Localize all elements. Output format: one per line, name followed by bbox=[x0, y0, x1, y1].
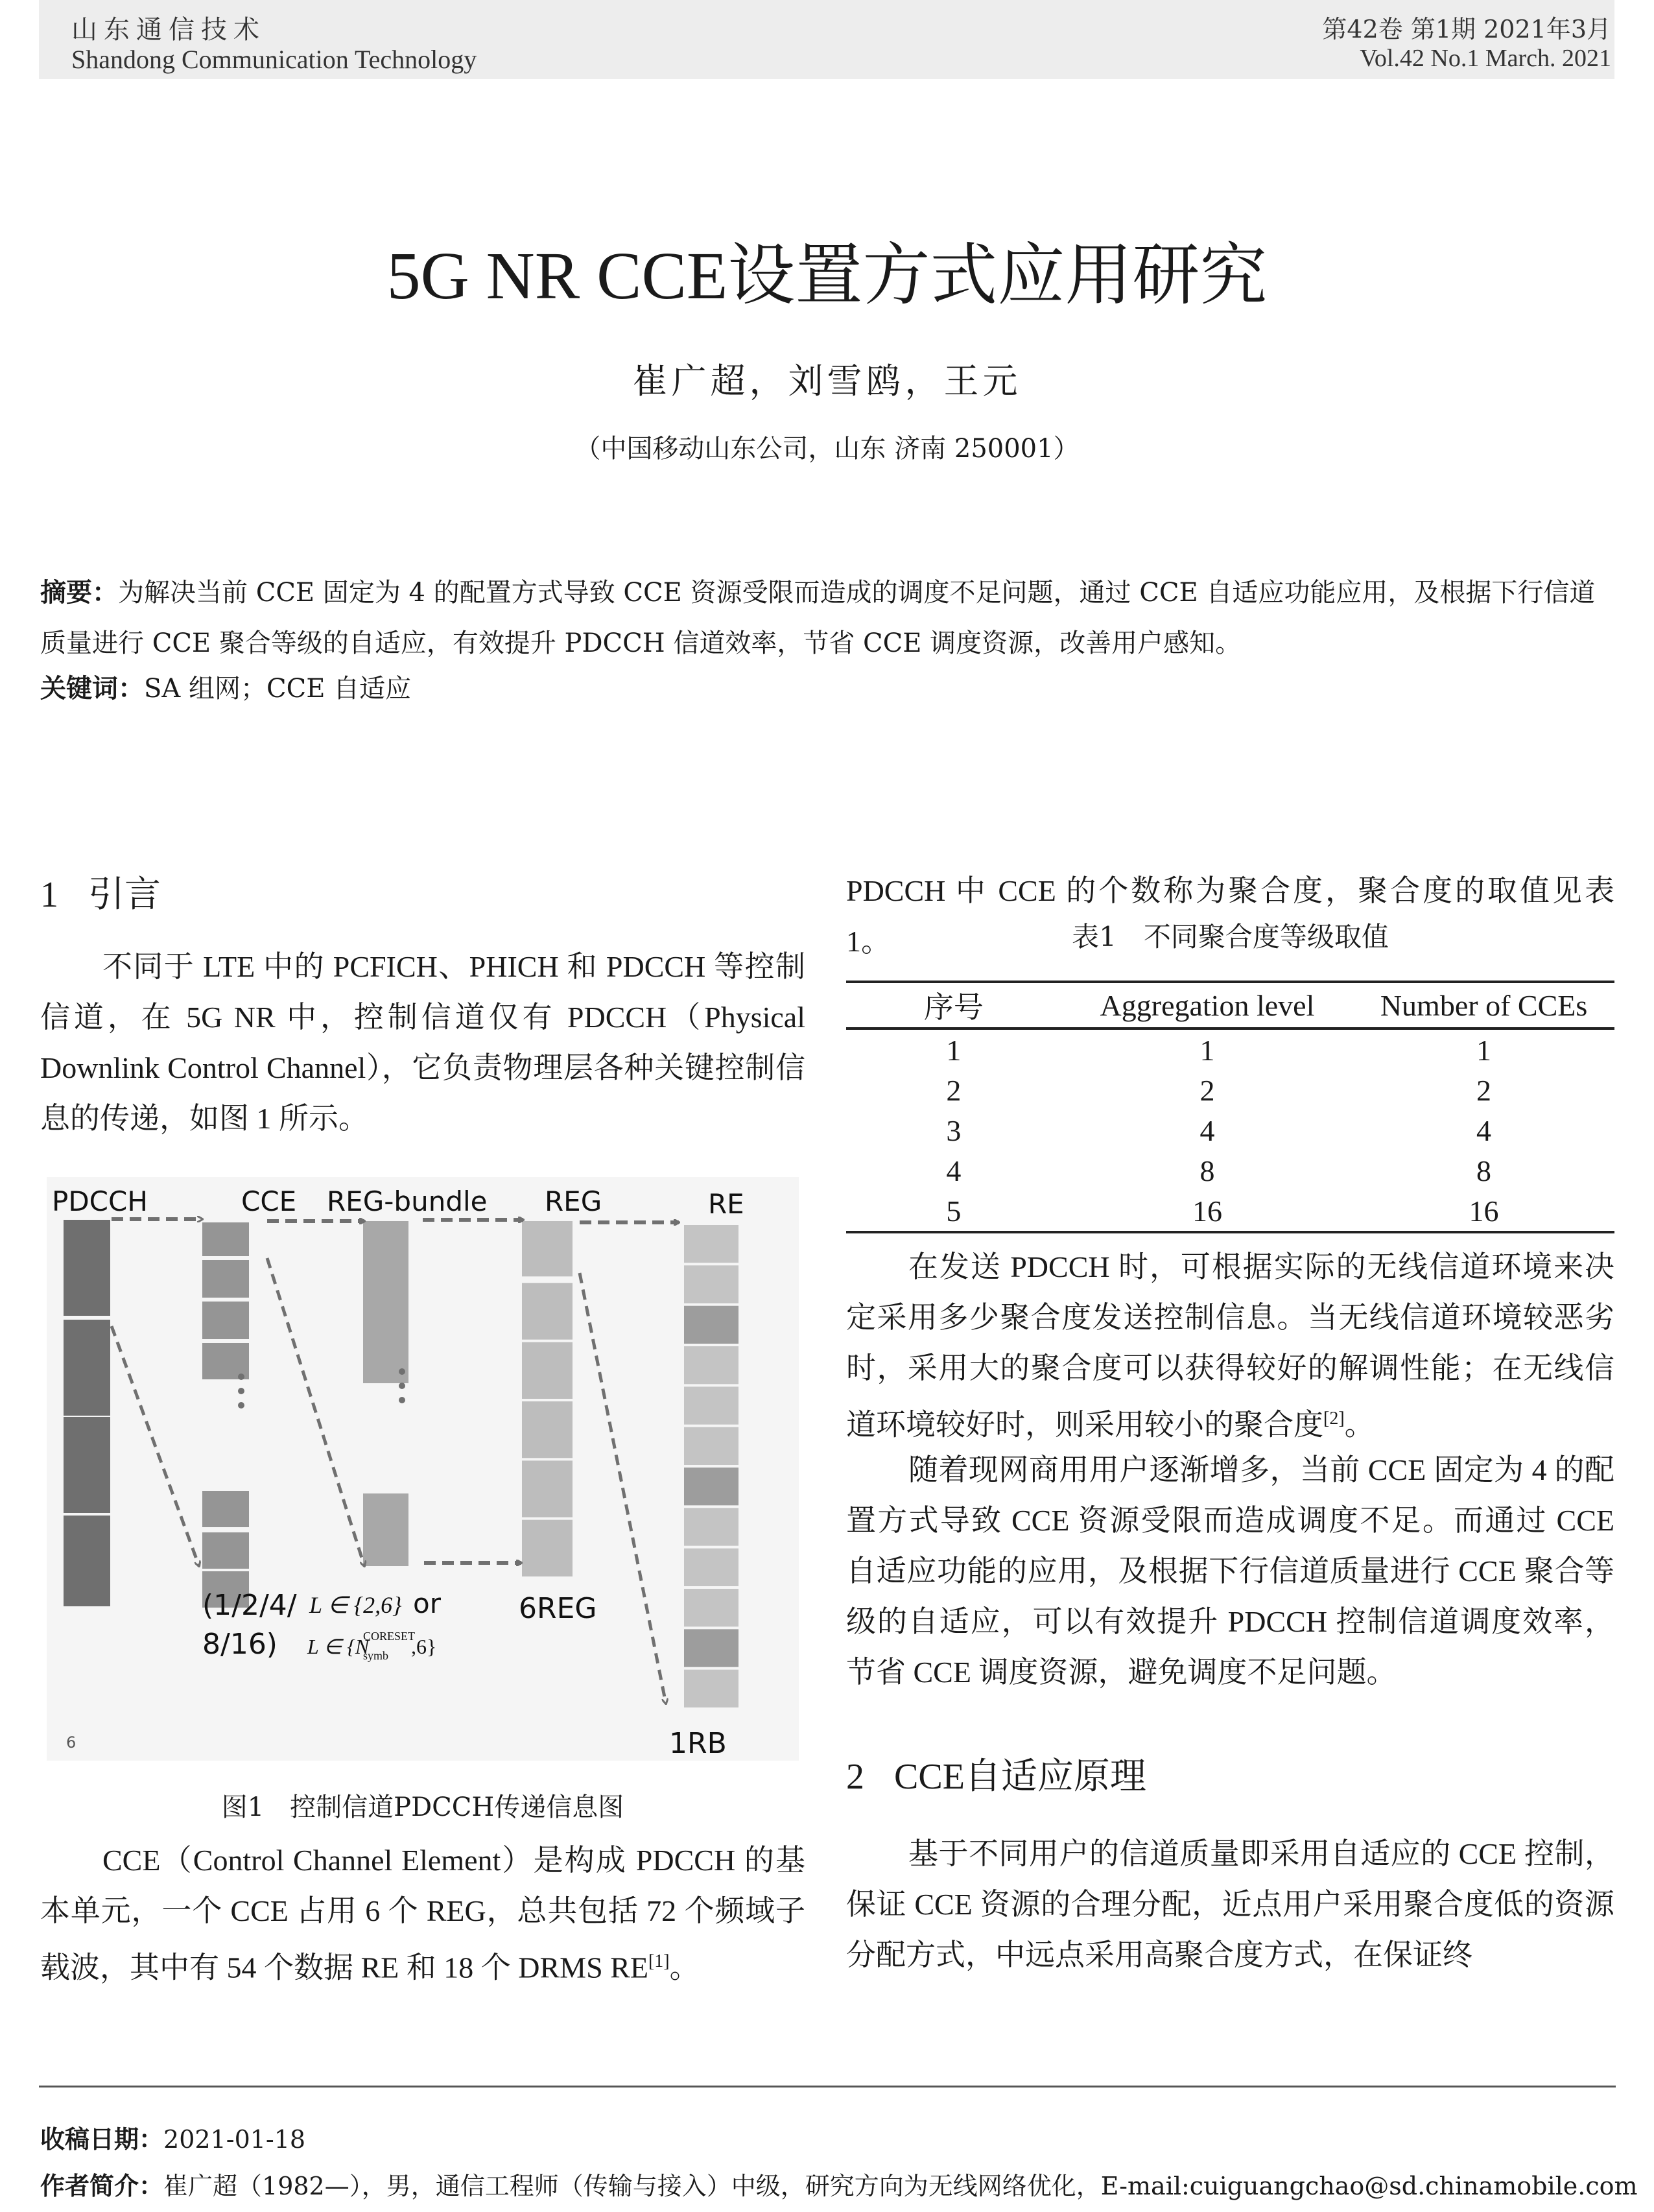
pdcch-block bbox=[64, 1220, 110, 1316]
cell-index: 1 bbox=[946, 1033, 962, 1067]
journal-name-en: Shandong Communication Technology bbox=[71, 45, 477, 74]
issue-info-cn: 第42卷 第1期 2021年3月 bbox=[1322, 15, 1611, 43]
label-pdcch: PDCCH bbox=[52, 1185, 148, 1217]
slide-number: 6 bbox=[66, 1733, 77, 1752]
received-value: 2021-01-18 bbox=[163, 2125, 306, 2154]
label-re: RE bbox=[708, 1188, 744, 1220]
table-row bbox=[846, 1110, 1614, 1150]
cell-aggregation-level: 8 bbox=[1199, 1154, 1215, 1187]
arrow-cce-expand bbox=[267, 1258, 364, 1566]
cell-number-of-cces: 16 bbox=[1353, 1191, 1614, 1232]
cce-definition-text: CCE（Control Channel Element）是构成 PDCCH 的基本单元，一个 CCE 占用 6 个 REG，总共包括 72 个频域子载波，其中有 54 个数据 RE 和 18 个 DRMS RE bbox=[40, 1844, 805, 1984]
author-bio-label: 作者简介： bbox=[40, 2172, 164, 2200]
reg-block bbox=[522, 1283, 573, 1339]
paper-title: 5G NR CCE设置方式应用研究 bbox=[386, 239, 1268, 313]
ellipsis-cce bbox=[238, 1374, 244, 1409]
cell-index: 4 bbox=[946, 1154, 962, 1187]
author-bio-text: 崔广超（1982—），男，通信工程师（传输与接入）中级，研究方向为无线网络优化，E-mail:cuiguangchao@sd.chinamobile.com bbox=[163, 2172, 1638, 2200]
col-header-number-of-cces: Number of CCEs bbox=[1353, 982, 1614, 1029]
re-block bbox=[684, 1427, 738, 1465]
footer-divider bbox=[39, 2086, 1616, 2087]
arrow-reg-expand bbox=[580, 1273, 666, 1704]
re-block bbox=[684, 1549, 738, 1586]
reg-bundle-block bbox=[363, 1493, 408, 1566]
figure-1-caption: 图1 控制信道PDCCH传递信息图 bbox=[221, 1792, 624, 1822]
bundle-size-or: or bbox=[413, 1588, 441, 1619]
svg-text:,6}: ,6} bbox=[411, 1635, 437, 1658]
period: 。 bbox=[1344, 1408, 1375, 1442]
reg-block bbox=[522, 1460, 573, 1517]
svg-text:symb: symb bbox=[363, 1649, 389, 1662]
citation-1[interactable]: [1] bbox=[648, 1951, 670, 1971]
received-date bbox=[40, 2119, 305, 2155]
re-block bbox=[684, 1386, 738, 1424]
arrow-pdcch-expand bbox=[112, 1326, 199, 1566]
re-block bbox=[684, 1265, 738, 1303]
abstract bbox=[40, 567, 1609, 669]
keywords bbox=[40, 668, 411, 705]
principle-paragraph: 基于不同用户的信道质量即采用自适应的 CCE 控制，保证 CCE 资源的合理分配，近点用户采用聚合度低的资源分配方式，中远点采用高聚合度方式，在保证终 bbox=[846, 1837, 1614, 1971]
reg-block bbox=[522, 1342, 573, 1399]
pdcch-block bbox=[64, 1516, 110, 1606]
label-cce: CCE bbox=[241, 1185, 297, 1217]
abstract-label: 摘要： bbox=[40, 578, 118, 608]
figure-1 bbox=[47, 1177, 799, 1761]
re-block bbox=[684, 1225, 738, 1263]
section-2-heading bbox=[846, 1748, 1146, 1800]
cell-index: 2 bbox=[946, 1073, 962, 1107]
re-block bbox=[684, 1629, 738, 1667]
period: 。 bbox=[669, 1951, 700, 1984]
cell-number-of-cces: 2 bbox=[1476, 1073, 1492, 1107]
label-reg: REG bbox=[545, 1185, 602, 1217]
re-block bbox=[684, 1306, 738, 1344]
keywords-text: SA 组网；CCE 自适应 bbox=[144, 674, 412, 704]
citation-2[interactable]: [2] bbox=[1323, 1409, 1345, 1429]
section-number: 2 bbox=[846, 1757, 864, 1797]
author-bio bbox=[40, 2166, 1638, 2202]
re-block bbox=[684, 1468, 738, 1505]
section-number: 1 bbox=[40, 875, 58, 915]
aggregation-selection-paragraph bbox=[846, 1242, 1614, 1450]
keywords-label: 关键词： bbox=[40, 674, 144, 704]
cce-definition-paragraph bbox=[40, 1835, 805, 1993]
cce-block bbox=[202, 1491, 249, 1527]
reg-block bbox=[522, 1401, 573, 1458]
col-header-index: 序号 bbox=[846, 982, 1061, 1029]
problem-statement-paragraph: 随着现网商用用户逐渐增多，当前 CCE 固定为 4 的配置方式导致 CCE 资源受限而造成调度不足。而通过 CCE 自适应功能的应用，及根据下行信道质量进行 CCE 聚合等级的自适应，可以有效提升 PDCCH 控制信道调度效率，节省 CCE 调度资源，避免调度不足问题。 bbox=[846, 1453, 1614, 1689]
affiliation: （中国移动山东公司，山东 济南 250001） bbox=[574, 434, 1080, 464]
cell-aggregation-level: 1 bbox=[1199, 1033, 1215, 1067]
table-1-caption: 表1 不同聚合度等级取值 bbox=[1072, 921, 1389, 953]
cce-block bbox=[202, 1532, 249, 1569]
re-block bbox=[684, 1346, 738, 1384]
reg-block bbox=[522, 1221, 573, 1276]
pdcch-block bbox=[64, 1320, 110, 1416]
table-header-row bbox=[846, 982, 1614, 1029]
abstract-text: 为解决当前 CCE 固定为 4 的配置方式导致 CCE 资源受限而造成的调度不足问题，通过 CCE 自适应功能应用，及根据下行信道质量进行 CCE 聚合等级的自适应，有效提升 PDCCH 信道效率，节省 CCE 调度资源，改善用户感知。 bbox=[40, 578, 1596, 658]
cell-number-of-cces: 8 bbox=[1476, 1154, 1492, 1187]
ellipsis-bundle bbox=[399, 1368, 405, 1403]
cell-aggregation-level: 4 bbox=[1199, 1113, 1215, 1147]
re-block bbox=[684, 1508, 738, 1545]
svg-text:L ∈ {N: L ∈ {N bbox=[307, 1635, 370, 1658]
bundle-size-line2 bbox=[307, 1630, 436, 1662]
cell-aggregation-level: 2 bbox=[1199, 1073, 1215, 1107]
svg-text:CORESET: CORESET bbox=[363, 1630, 416, 1643]
issue-info-en: Vol.42 No.1 March. 2021 bbox=[1360, 45, 1611, 72]
aggregation-intro: PDCCH 中 CCE 的个数称为聚合度，聚合度的取值见表 1。 bbox=[846, 874, 1614, 958]
rb-label: 1RB bbox=[669, 1727, 727, 1760]
reg-block bbox=[522, 1520, 573, 1576]
cell-index: 3 bbox=[946, 1113, 962, 1147]
pdcch-block bbox=[64, 1417, 110, 1513]
bundle-size-line1: L ∈ {2,6} bbox=[309, 1592, 402, 1618]
aggregation-table bbox=[846, 981, 1614, 1233]
reg-count-label: 6REG bbox=[519, 1592, 597, 1625]
author-list: 崔广超，刘雪鸥，王元 bbox=[632, 361, 1022, 401]
pdcch-diagram bbox=[47, 1177, 799, 1761]
cell-number-of-cces: 4 bbox=[1476, 1113, 1492, 1147]
table-row bbox=[846, 1191, 1614, 1232]
cell-number-of-cces: 1 bbox=[1476, 1033, 1492, 1067]
cce-block bbox=[202, 1222, 249, 1256]
section-title: CCE自适应原理 bbox=[894, 1757, 1146, 1797]
reg-bundle-block bbox=[363, 1221, 408, 1383]
cce-levels-line1: (1/2/4/ bbox=[202, 1589, 297, 1622]
label-reg-bundle: REG-bundle bbox=[327, 1185, 488, 1217]
section-title: 引言 bbox=[88, 874, 161, 916]
table-row bbox=[846, 1070, 1614, 1110]
table-row bbox=[846, 1029, 1614, 1070]
re-block bbox=[684, 1670, 738, 1707]
intro-paragraph: 不同于 LTE 中的 PCFICH、PHICH 和 PDCCH 等控制信道，在 5G NR 中，控制信道仅有 PDCCH（Physical Downlink Control Channel），它负责物理层各种关键控制信息的传递，如图 1 所示。 bbox=[40, 950, 805, 1135]
cce-levels-line2: 8/16) bbox=[202, 1628, 278, 1661]
table-row bbox=[846, 1150, 1614, 1191]
col-header-aggregation-level: Aggregation level bbox=[1061, 982, 1353, 1029]
aggregation-selection-text: 在发送 PDCCH 时，可根据实际的无线信道环境来决定采用多少聚合度发送控制信息。当无线信道环境较恶劣时，采用大的聚合度可以获得较好的解调性能；在无线信道环境较好时，则采用较小的聚合度 bbox=[846, 1250, 1614, 1442]
section-1-heading bbox=[40, 866, 161, 918]
journal-name-cn: 山东通信技术 bbox=[71, 15, 266, 45]
re-block bbox=[684, 1589, 738, 1626]
received-label: 收稿日期： bbox=[40, 2125, 164, 2154]
cell-aggregation-level: 16 bbox=[1061, 1191, 1353, 1232]
cce-block bbox=[202, 1260, 249, 1298]
cell-index: 5 bbox=[846, 1191, 1061, 1232]
cce-block bbox=[202, 1302, 249, 1339]
